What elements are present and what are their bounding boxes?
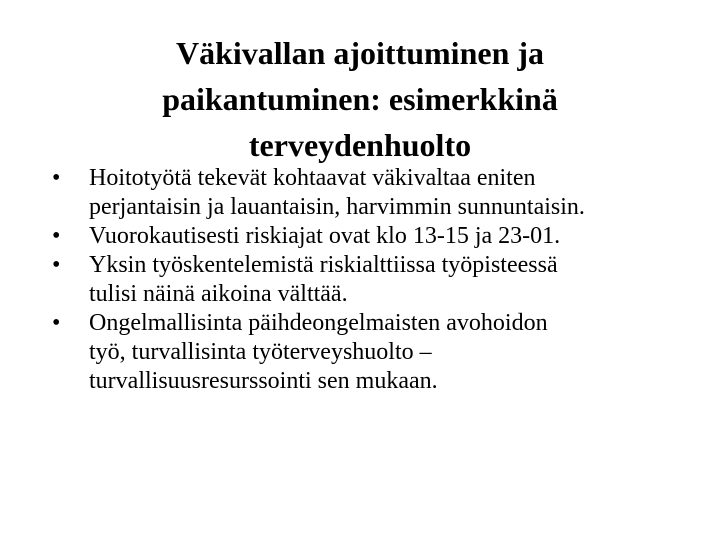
bullet-list (52, 164, 692, 396)
bullet-marker: • (52, 223, 61, 249)
bullet-line: turvallisuusresurssointi sen mukaan. (89, 368, 438, 394)
bullet-line: perjantaisin ja lauantaisin, harvimmin sunnuntaisin. (89, 194, 585, 220)
bullet-line: Hoitotyötä tekevät kohtaavat väkivaltaa eniten (89, 165, 536, 191)
bullet-marker: • (52, 252, 61, 278)
bullet-item (52, 309, 692, 396)
bullet-text (89, 164, 692, 222)
title-line: terveydenhuolto (248, 127, 472, 163)
bullet-marker: • (52, 310, 61, 336)
bullet-line: Yksin työskentelemistä riskialttiissa työpisteessä (89, 252, 558, 278)
bullet-text (89, 309, 692, 396)
bullet-text (89, 251, 692, 309)
slide-title (60, 30, 660, 168)
bullet-line: työ, turvallisinta työterveyshuolto – (89, 339, 432, 365)
bullet-line: Vuorokautisesti riskiajat ovat klo 13-15 ja 23-01. (89, 223, 561, 249)
title-line: Väkivallan ajoittuminen ja (175, 35, 545, 71)
title-line: paikantuminen: esimerkkinä (162, 81, 558, 117)
bullet-item (52, 222, 692, 251)
bullet-line: Ongelmallisinta päihdeongelmaisten avohoidon (89, 310, 548, 336)
bullet-line: tulisi näinä aikoina välttää. (89, 281, 348, 307)
bullet-marker: • (52, 165, 61, 191)
bullet-text (89, 222, 692, 251)
bullet-item (52, 251, 692, 309)
bullet-item (52, 164, 692, 222)
